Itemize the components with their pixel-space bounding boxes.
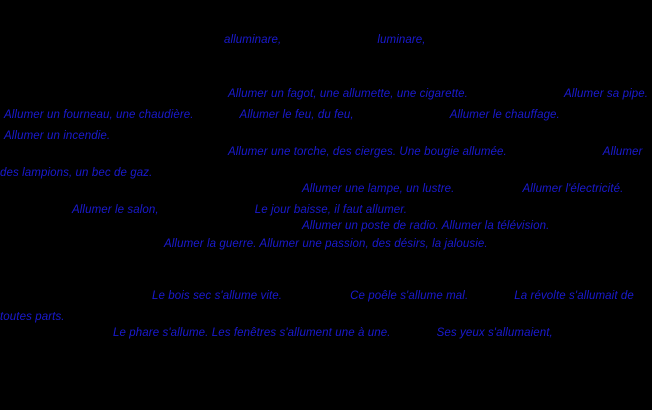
spacer (391, 323, 437, 344)
block-lampe (0, 179, 652, 200)
block-fagot (0, 84, 652, 105)
block-lampe-segment-0: Allumer une lampe, un lustre. (302, 183, 455, 195)
block-phare-text (0, 323, 652, 344)
spacer (281, 30, 377, 51)
block-radio-segment-0: Allumer un poste de radio. Allumer la télévision. (302, 220, 550, 232)
spacer (507, 142, 603, 163)
block-bois-sec (0, 286, 652, 307)
block-torche-segment-1: Allumer (602, 146, 643, 158)
headword-segment-0: alluminare, (224, 34, 282, 46)
block-torche-text (0, 142, 652, 163)
block-fourneau (0, 105, 652, 126)
spacer (282, 286, 350, 307)
block-phare-segment-1: Ses yeux s'allumaient, (436, 327, 553, 339)
block-bois-sec-text (0, 286, 652, 307)
block-lampions-segment-0: des lampions, un bec de gaz. (0, 167, 153, 179)
spacer (354, 105, 450, 126)
block-phare (0, 323, 652, 344)
block-salon-segment-0: Allumer le salon, (72, 204, 159, 216)
block-torche-segment-0: Allumer une torche, des cierges. Une bougie allumée. (228, 146, 507, 158)
block-fagot-text (0, 84, 652, 105)
spacer (468, 286, 514, 307)
headword-text (0, 30, 652, 51)
block-bois-sec-segment-1: Ce poêle s'allume mal. (350, 290, 469, 302)
block-salon-segment-1: Le jour baisse, il faut allumer. (254, 204, 408, 216)
spacer (454, 179, 522, 200)
block-lampe-text (0, 179, 652, 200)
block-lampe-segment-1: Allumer l'électricité. (522, 183, 624, 195)
spacer (194, 105, 240, 126)
block-torche (0, 142, 652, 163)
block-guerre-text (0, 234, 652, 255)
block-bois-sec-segment-2: La révolte s'allumait de (514, 290, 634, 302)
block-fourneau-text (0, 105, 652, 126)
block-fagot-segment-0: Allumer un fagot, une allumette, une cigarette. (228, 88, 468, 100)
block-toutes-parts-segment-0: toutes parts. (0, 311, 65, 323)
block-fourneau-segment-2: Allumer le chauffage. (449, 109, 560, 121)
headword-segment-1: luminare, (377, 34, 426, 46)
block-fourneau-segment-1: Allumer le feu, du feu, (239, 109, 354, 121)
block-phare-segment-0: Le phare s'allume. Les fenêtres s'allument une à une. (113, 327, 391, 339)
block-fagot-segment-1: Allumer sa pipe. (563, 88, 649, 100)
block-guerre (0, 234, 652, 255)
spacer (468, 84, 564, 105)
block-bois-sec-segment-0: Le bois sec s'allume vite. (152, 290, 283, 302)
headword-line (0, 30, 652, 51)
block-fourneau-segment-0: Allumer un fourneau, une chaudière. (4, 109, 194, 121)
block-incendie-segment-0: Allumer un incendie. (4, 130, 111, 142)
block-guerre-segment-0: Allumer la guerre. Allumer une passion, des désirs, la jalousie. (164, 238, 488, 250)
